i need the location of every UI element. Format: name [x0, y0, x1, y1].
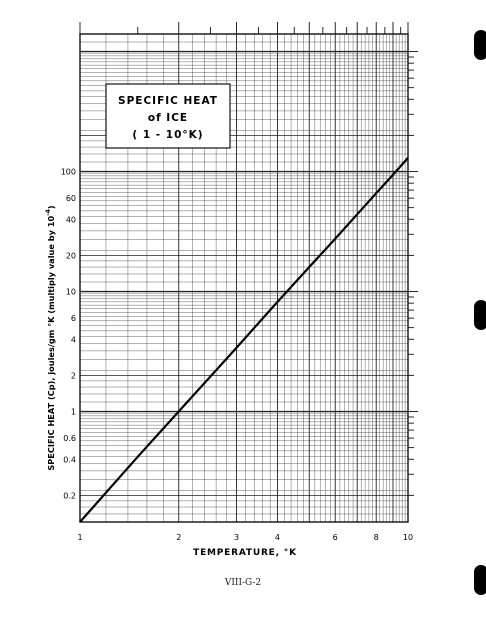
- y-tick-label: 6: [70, 314, 76, 324]
- y-axis-label-exponent: -4: [45, 209, 52, 216]
- y-tick-label: 2: [70, 371, 76, 381]
- chart-title-line-1: SPECIFIC HEAT: [118, 95, 218, 107]
- y-tick-label: 4: [70, 335, 76, 345]
- chart-title-line-3: ( 1 - 10°K): [132, 129, 204, 141]
- page-footer: VIII-G-2: [224, 578, 262, 588]
- y-tick-label: 10: [65, 287, 76, 297]
- y-axis-label-close: ): [46, 205, 56, 210]
- title-box: [106, 84, 230, 148]
- x-tick-label: 10: [402, 533, 414, 542]
- punch-hole-top: [474, 30, 486, 60]
- y-tick-label: 40: [65, 215, 76, 225]
- y-tick-label: 0.4: [63, 455, 76, 465]
- y-tick-label: 0.6: [63, 434, 76, 444]
- y-tick-label: 20: [65, 251, 76, 261]
- y-tick-label: 1: [70, 407, 76, 417]
- data-series-line: [80, 158, 408, 522]
- chart-title-line-2: of ICE: [147, 112, 189, 124]
- y-tick-label: 0.2: [63, 491, 76, 501]
- y-axis-label: [45, 205, 56, 470]
- x-tick-label: 4: [274, 533, 281, 542]
- y-tick-label: 60: [65, 194, 76, 204]
- punch-hole-bottom: [474, 565, 486, 595]
- x-tick-label: 2: [176, 533, 182, 542]
- x-tick-label: 3: [233, 533, 240, 542]
- x-tick-label: 8: [373, 533, 379, 542]
- y-tick-label: 100: [60, 167, 76, 177]
- series-layer: [80, 158, 408, 522]
- y-axis-label-main: SPECIFIC HEAT (Cp), joules/gm °K (multiply value by 10: [46, 215, 56, 471]
- punch-hole-middle: [474, 300, 486, 330]
- x-axis-label: TEMPERATURE, °K: [193, 548, 297, 558]
- x-tick-label: 6: [332, 533, 338, 542]
- x-tick-label: 1: [77, 533, 83, 542]
